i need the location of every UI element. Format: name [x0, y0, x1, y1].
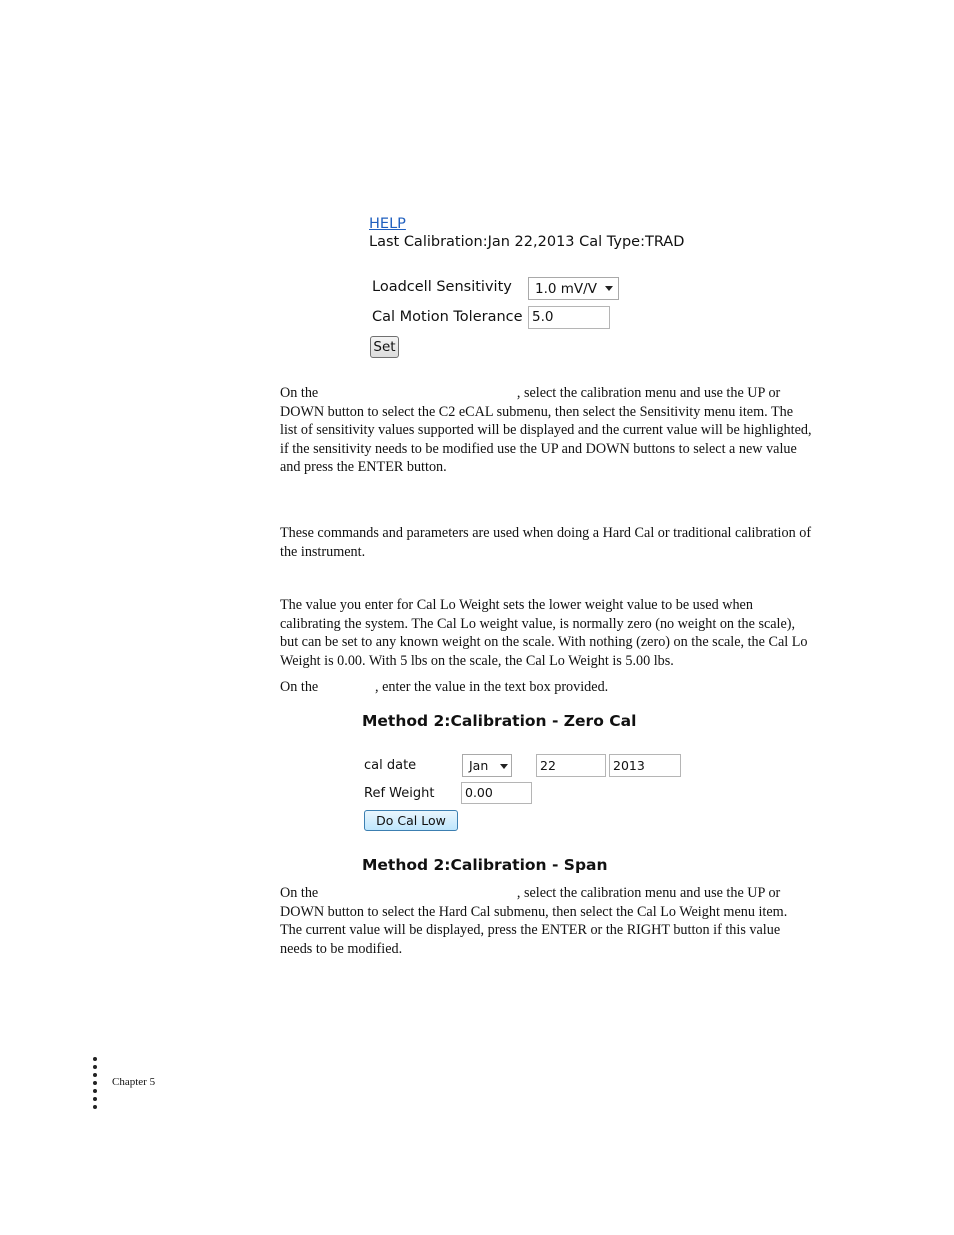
footer-dot: [93, 1081, 97, 1085]
cal-lo-weight-paragraph: The value you enter for Cal Lo Weight sets the lower weight value to be used when calibrating the system. The Cal Lo weight value, is normally zero (no weight on the scale), but can be set to any known weight on the scale. With nothing (zero) on the scale, the Cal Lo Weight is 0.00. With 5 lbs on the scale, the Cal Lo Weight is 5.00 lbs.: [280, 597, 808, 669]
do-cal-low-button[interactable]: Do Cal Low: [364, 810, 458, 831]
ref-weight-label: Ref Weight: [364, 786, 435, 801]
cal-month-select[interactable]: [462, 754, 512, 777]
loadcell-sensitivity-select[interactable]: [528, 277, 619, 300]
web-entry-paragraph: On the , enter the value in the text box provided.: [280, 679, 609, 695]
zero-cal-title: Method 2:Calibration - Zero Cal: [362, 712, 637, 730]
chevron-down-icon: [500, 764, 508, 769]
loadcell-sensitivity-label: Loadcell Sensitivity: [372, 279, 512, 295]
footer-dot: [93, 1097, 97, 1101]
cal-date-label: cal date: [364, 758, 417, 773]
footer-dot: [93, 1073, 97, 1077]
cal-year-input[interactable]: 2013: [609, 754, 681, 777]
footer-dot: [93, 1057, 97, 1061]
cal-motion-tolerance-input[interactable]: 5.0: [528, 306, 610, 329]
sensitivity-instructions-paragraph: On the , select the calibration menu and use the UP or DOWN button to select the C2 eCAL submenu, then select the Sensitivity menu item. The list of sensitivity values supported will be displayed and the current value will be highlighted, if the sensitivity needs to be modified use the UP and DOWN buttons to select a new value and press the ENTER button.: [280, 385, 816, 476]
set-button[interactable]: Set: [370, 336, 399, 358]
footer-dot: [93, 1105, 97, 1109]
footer-dot: [93, 1065, 97, 1069]
last-calibration-text: Last Calibration:Jan 22,2013 Cal Type:TRAD: [369, 234, 685, 250]
footer-dot: [93, 1089, 97, 1093]
chevron-down-icon: [605, 286, 613, 291]
span-title: Method 2:Calibration - Span: [362, 856, 608, 874]
chapter-label: Chapter 5: [112, 1076, 156, 1088]
loadcell-sensitivity-value: 1.0 mV/V: [535, 281, 597, 297]
cal-month-value: Jan: [469, 758, 489, 773]
hard-cal-instructions-paragraph: On the , select the calibration menu and use the UP or DOWN button to select the Hard Cal submenu, then select the Cal Lo Weight menu item. The current value will be displayed, press the ENTER or the RIGHT button if this value needs to be modified.: [280, 885, 791, 957]
ref-weight-input[interactable]: 0.00: [461, 782, 532, 804]
cal-motion-tolerance-label: Cal Motion Tolerance: [372, 309, 523, 325]
cal-day-input[interactable]: 22: [536, 754, 606, 777]
hard-cal-intro-paragraph: These commands and parameters are used when doing a Hard Cal or traditional calibration of the instrument.: [280, 525, 812, 560]
help-link[interactable]: HELP: [369, 216, 406, 232]
